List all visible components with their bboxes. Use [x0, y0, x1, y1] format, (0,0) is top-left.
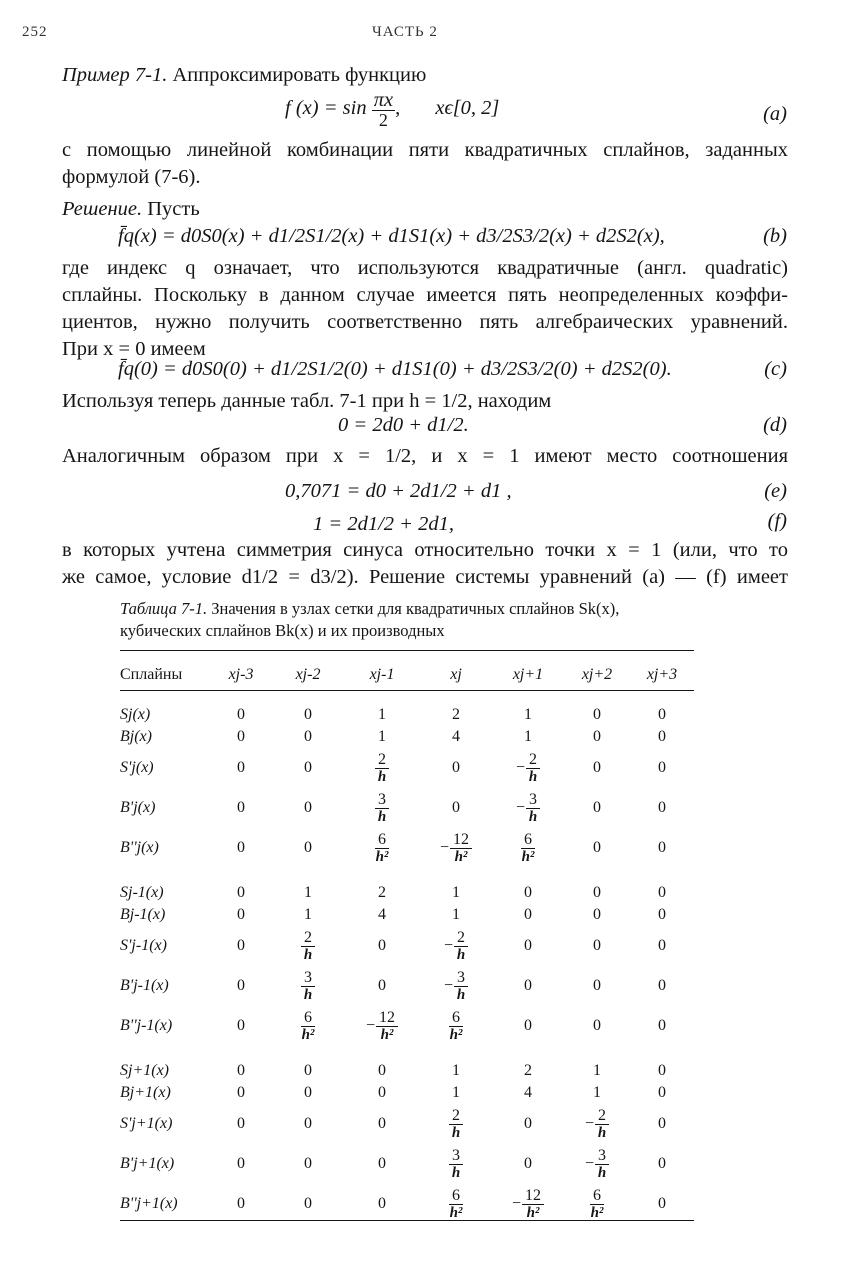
- column-header: xj-1: [369, 666, 395, 683]
- table-cell: 0: [237, 884, 245, 901]
- table-cell: 0: [524, 937, 532, 954]
- minus-sign: −: [584, 1115, 595, 1132]
- table-row: [120, 1006, 694, 1046]
- row-label: B''j-1(x): [120, 1017, 173, 1034]
- table-cell: 0: [593, 759, 601, 776]
- fraction: $\frac{6}{\text{h²}}$: [449, 1008, 463, 1043]
- table-body: [120, 690, 694, 1224]
- fraction: $\frac{12}{\text{h²}}$: [376, 1009, 398, 1044]
- table-cell: 1: [304, 884, 312, 901]
- table-cell: 0: [304, 1084, 312, 1101]
- table-row: [120, 1082, 694, 1104]
- table-cell: 0: [658, 1115, 666, 1132]
- table-cell: 0: [237, 1084, 245, 1101]
- fraction: $\frac{6}{\text{h²}}$: [301, 1008, 315, 1043]
- solution-line-3: циентов, нужно получить соответственно пять алгебраических уравнений.: [62, 311, 788, 333]
- table-cell: [564, 1104, 630, 1144]
- table-caption: [120, 598, 720, 642]
- table-row: [120, 926, 694, 966]
- table-cell: 1: [452, 884, 460, 901]
- table-cell: [420, 828, 492, 868]
- row-label: Bj(x): [120, 728, 152, 745]
- row-label: S'j+1(x): [120, 1115, 173, 1132]
- solution-intro-line: [62, 196, 788, 223]
- solution-label: Решение.: [62, 198, 143, 220]
- table-cell: 0: [593, 906, 601, 923]
- eq-a-frac-den: 2: [378, 110, 388, 130]
- minus-sign: −: [511, 1195, 522, 1212]
- row-label: B''j(x): [120, 839, 159, 856]
- table-row: [120, 1104, 694, 1144]
- table-row: [120, 748, 694, 788]
- fraction: $\frac{6}{\text{h²}}$: [590, 1186, 604, 1221]
- fraction: $\frac{2}{h}$: [454, 929, 468, 964]
- table-caption-line-2: кубических сплайнов Bk(x) и их производных: [120, 621, 445, 640]
- fraction: $\frac{12}{\text{h²}}$: [522, 1187, 544, 1222]
- column-header: xj+1: [512, 666, 544, 683]
- table-cell: 0: [658, 906, 666, 923]
- final-paragraph: [62, 537, 788, 591]
- table-cell: [564, 1144, 630, 1184]
- table-cell: 0: [237, 1062, 245, 1079]
- table-cell: 0: [237, 799, 245, 816]
- table-cell: 0: [237, 1017, 245, 1034]
- equation-e: [285, 480, 512, 503]
- page-number: 252: [22, 24, 48, 40]
- using-text-block: [62, 388, 788, 415]
- minus-sign: −: [515, 799, 526, 816]
- table-row: [120, 828, 694, 868]
- row-label: Bj+1(x): [120, 1084, 171, 1101]
- table-cell: [344, 828, 420, 868]
- table-cell: 4: [524, 1084, 532, 1101]
- fraction: $\frac{3}{h}$: [526, 791, 540, 826]
- row-label: B'j+1(x): [120, 1155, 175, 1172]
- table-row: [120, 690, 694, 726]
- eq-c-text: f̄q(0) = d0S0(0) + d1/2S1/2(0) + d1S1(0) + d3/2S3/2(0) + d2S2(0).: [118, 358, 672, 380]
- fraction: $\frac{6}{\text{h²}}$: [521, 830, 535, 865]
- table-cell: [272, 966, 344, 1006]
- table-cell: [492, 748, 564, 788]
- minus-sign: −: [443, 977, 454, 994]
- table-row: [120, 1046, 694, 1082]
- final-line-2: же самое, условие d1/2 = d3/2). Решение системы уравнений (a) — (f) имеет: [62, 566, 788, 588]
- table-cell: [344, 1006, 420, 1046]
- table-cell: 0: [658, 839, 666, 856]
- table-cell: 0: [237, 937, 245, 954]
- table-cell: 0: [304, 839, 312, 856]
- eq-c-label: (c): [764, 358, 787, 380]
- table-row: [120, 966, 694, 1006]
- table-cell: 0: [378, 977, 386, 994]
- column-header: xj-3: [228, 666, 254, 683]
- table-cell: 0: [658, 799, 666, 816]
- eq-a-lhs: f (x) = sin: [285, 97, 367, 120]
- table-cell: 0: [378, 937, 386, 954]
- table-cell: [492, 788, 564, 828]
- table-header-row: [120, 660, 694, 690]
- table-cell: 0: [593, 706, 601, 723]
- similar-text-block: [62, 443, 788, 470]
- table-cell: 0: [378, 1115, 386, 1132]
- fraction: $\frac{2}{h}$: [375, 751, 389, 786]
- table-cell: 0: [593, 884, 601, 901]
- table-row: [120, 788, 694, 828]
- table-cell: 0: [524, 1155, 532, 1172]
- table-cell: 0: [524, 1115, 532, 1132]
- fraction: $\frac{2}{h}$: [595, 1107, 609, 1142]
- eq-a-fraction: [372, 90, 395, 129]
- table-cell: [420, 1184, 492, 1224]
- table-cell: 0: [237, 1115, 245, 1132]
- table-cell: 0: [237, 977, 245, 994]
- table-cell: 0: [304, 706, 312, 723]
- table-cell: [272, 926, 344, 966]
- table-cell: 0: [524, 906, 532, 923]
- fraction: $\frac{2}{h}$: [449, 1107, 463, 1142]
- row-label: B'j(x): [120, 799, 156, 816]
- table-cell: [272, 1006, 344, 1046]
- table-row: [120, 868, 694, 904]
- table-cell: 1: [304, 906, 312, 923]
- table-cell: [492, 1184, 564, 1224]
- table-cell: [420, 966, 492, 1006]
- table-cell: 0: [237, 706, 245, 723]
- table-row: [120, 726, 694, 748]
- fraction: $\frac{2}{h}$: [301, 929, 315, 964]
- table-cell: 0: [304, 1155, 312, 1172]
- table-cell: 0: [378, 1155, 386, 1172]
- table-caption-label: Таблица 7-1.: [120, 599, 208, 618]
- table-cell: 0: [658, 937, 666, 954]
- solution-line-1: где индекс q означает, что используются квадратичные (англ. quadratic): [62, 257, 788, 279]
- table-cell: 0: [304, 728, 312, 745]
- column-header: xj-2: [295, 666, 321, 683]
- eq-e-text: 0,7071 = d0 + 2d1/2 + d1 ,: [285, 480, 512, 502]
- eq-d-label: (d): [763, 414, 787, 436]
- minus-sign: −: [365, 1017, 376, 1034]
- table-top-rule: [120, 650, 694, 651]
- table-cell: 0: [658, 759, 666, 776]
- fraction: $\frac{3}{h}$: [449, 1147, 463, 1182]
- similar-text: Аналогичным образом при x = 1/2, и x = 1 имеют место соотношения: [62, 445, 788, 467]
- table-cell: 0: [658, 884, 666, 901]
- minus-sign: −: [515, 759, 526, 776]
- table-cell: 0: [304, 1195, 312, 1212]
- table-cell: 0: [593, 977, 601, 994]
- table-cell: 0: [658, 1062, 666, 1079]
- minus-sign: −: [439, 839, 450, 856]
- table-cell: 0: [452, 799, 460, 816]
- minus-sign: −: [584, 1155, 595, 1172]
- fraction: $\frac{3}{h}$: [454, 969, 468, 1004]
- spline-values-table: [120, 660, 694, 1224]
- column-header: xj: [450, 666, 462, 683]
- fraction: $\frac{6}{\text{h²}}$: [449, 1186, 463, 1221]
- table-cell: 0: [237, 1155, 245, 1172]
- table-cell: 1: [452, 1084, 460, 1101]
- solution-line-2: сплайны. Поскольку в данном случае имеется пять неопределенных коэффи-: [62, 284, 788, 306]
- table-cell: 0: [524, 977, 532, 994]
- final-line-1: в которых учтена симметрия синуса относительно точки x = 1 (или, что то: [62, 539, 788, 561]
- row-label: Bj-1(x): [120, 906, 166, 923]
- table-cell: 1: [524, 706, 532, 723]
- solution-paragraph: [62, 255, 788, 363]
- table-cell: 0: [237, 1195, 245, 1212]
- table-row: [120, 1144, 694, 1184]
- example-text-line-2: формулой (7-6).: [62, 166, 201, 188]
- eq-f-label: (f): [767, 510, 787, 532]
- column-header: Сплайны: [120, 666, 183, 683]
- fraction: $\frac{3}{h}$: [301, 969, 315, 1004]
- using-text: Используя теперь данные табл. 7-1 при h = 1/2, находим: [62, 390, 552, 412]
- column-header: xj+2: [581, 666, 613, 683]
- example-label: Пример 7-1.: [62, 64, 168, 86]
- equation-d: [338, 414, 469, 437]
- table-cell: 0: [304, 799, 312, 816]
- example-text-line-1: с помощью линейной комбинации пяти квадратичных сплайнов, заданных: [62, 139, 788, 161]
- eq-d-text: 0 = 2d0 + d1/2.: [338, 414, 469, 436]
- table-cell: 0: [304, 1062, 312, 1079]
- table-cell: [420, 1006, 492, 1046]
- example-intro-line: [62, 62, 788, 89]
- row-label: Sj(x): [120, 706, 151, 723]
- table-cell: 2: [378, 884, 386, 901]
- table-cell: 0: [658, 1195, 666, 1212]
- table-cell: 1: [452, 1062, 460, 1079]
- table-cell: 0: [304, 759, 312, 776]
- table-cell: 0: [237, 759, 245, 776]
- table-cell: 0: [237, 728, 245, 745]
- table-cell: [492, 828, 564, 868]
- row-label: Sj-1(x): [120, 884, 164, 901]
- eq-f-text: 1 = 2d1/2 + 2d1,: [313, 513, 454, 535]
- table-cell: 0: [658, 1155, 666, 1172]
- table-cell: 0: [378, 1195, 386, 1212]
- fraction: $\frac{3}{h}$: [375, 791, 389, 826]
- table-cell: 0: [237, 839, 245, 856]
- table-cell: 0: [378, 1084, 386, 1101]
- fraction: $\frac{3}{h}$: [595, 1147, 609, 1182]
- table-cell: 0: [593, 799, 601, 816]
- table-cell: 0: [593, 839, 601, 856]
- table-cell: 0: [452, 759, 460, 776]
- table-cell: 0: [304, 1115, 312, 1132]
- eq-b-text: f̄q(x) = d0S0(x) + d1/2S1/2(x) + d1S1(x) + d3/2S3/2(x) + d2S2(x),: [118, 225, 665, 247]
- running-head: ЧАСТЬ 2: [372, 24, 438, 40]
- table-cell: [420, 1104, 492, 1144]
- equation-a: f (x) = sin $\frac{\pi x}{2}$ , xϵ[0, 2]: [285, 89, 500, 130]
- table-cell: 0: [524, 1017, 532, 1034]
- fraction: $\frac{6}{\text{h²}}$: [375, 830, 389, 865]
- table-cell: 0: [524, 884, 532, 901]
- eq-a-domain: xϵ[0, 2]: [435, 97, 500, 120]
- table-cell: 4: [452, 728, 460, 745]
- table-cell: 0: [658, 977, 666, 994]
- table-cell: [564, 1184, 630, 1224]
- row-label: S'j-1(x): [120, 937, 167, 954]
- table-cell: 0: [658, 706, 666, 723]
- solution-line-4: При x = 0 имеем: [62, 338, 206, 360]
- table-cell: 0: [593, 937, 601, 954]
- eq-a-frac-num: πx: [373, 89, 394, 111]
- table-cell: 1: [524, 728, 532, 745]
- table-cell: 1: [378, 706, 386, 723]
- table-cell: 0: [658, 1017, 666, 1034]
- table-row: [120, 1184, 694, 1224]
- row-label: S'j(x): [120, 759, 154, 776]
- eq-b-label: (b): [763, 225, 787, 247]
- solution-intro: Пусть: [147, 198, 200, 220]
- row-label: B''j+1(x): [120, 1195, 178, 1212]
- table-cell: 0: [658, 1084, 666, 1101]
- table-cell: 0: [237, 906, 245, 923]
- example-text: [62, 137, 788, 191]
- table-cell: 1: [593, 1084, 601, 1101]
- minus-sign: −: [443, 937, 454, 954]
- equation-c: [118, 358, 672, 381]
- equation-b: [118, 225, 665, 248]
- table-cell: [420, 926, 492, 966]
- table-cell: [420, 1144, 492, 1184]
- table-cell: 1: [452, 906, 460, 923]
- table-cell: 2: [524, 1062, 532, 1079]
- table-cell: 0: [593, 728, 601, 745]
- table-cell: 0: [378, 1062, 386, 1079]
- row-label: Sj+1(x): [120, 1062, 169, 1079]
- example-intro: Аппроксимировать функцию: [172, 64, 427, 86]
- table-cell: 0: [593, 1017, 601, 1034]
- table-caption-line-1: Значения в узлах сетки для квадратичных сплайнов Sk(x),: [211, 599, 620, 618]
- table-cell: [344, 748, 420, 788]
- table-cell: 0: [658, 728, 666, 745]
- eq-a-label: (a): [763, 103, 787, 125]
- table-cell: 4: [378, 906, 386, 923]
- table-cell: [344, 788, 420, 828]
- fraction: $\frac{2}{h}$: [526, 751, 540, 786]
- fraction: $\frac{12}{\text{h²}}$: [450, 831, 472, 866]
- column-header: xj+3: [646, 666, 678, 683]
- table-cell: 1: [378, 728, 386, 745]
- table-row: [120, 904, 694, 926]
- eq-e-label: (e): [764, 480, 787, 502]
- table-cell: 2: [452, 706, 460, 723]
- equation-f: [313, 513, 454, 536]
- table-cell: 1: [593, 1062, 601, 1079]
- row-label: B'j-1(x): [120, 977, 169, 994]
